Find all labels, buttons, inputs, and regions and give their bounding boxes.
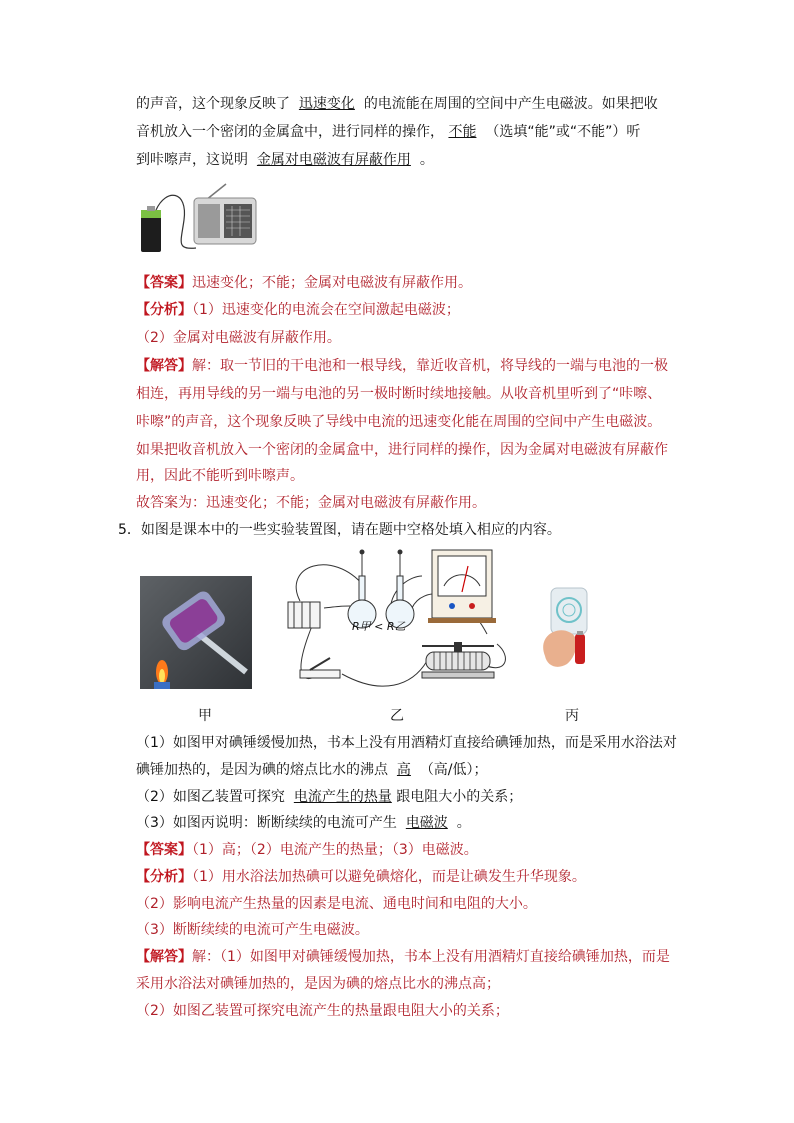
text: 迅速变化；不能；金属对电磁波有屏蔽作用。	[192, 275, 472, 291]
text: 音机放入一个密闭的金属盒中，进行同样的操作，	[136, 124, 444, 140]
text: 跟电阻大小的关系；	[396, 789, 523, 805]
q5-solution-3: （2）如图乙装置可探究电流产生的热量跟电阻大小的关系；	[136, 1003, 509, 1019]
q5-analysis-3: （3）断断续续的电流可产生电磁波。	[136, 922, 369, 938]
text: 。	[456, 815, 471, 831]
text: （1）高；（2）电流产生的热量；（3）电磁波。	[192, 842, 478, 858]
q5-part2	[136, 787, 522, 807]
q4-final-answer: 故答案为：迅速变化；不能；金属对电磁波有屏蔽作用。	[136, 495, 486, 511]
q4-analysis-1	[136, 300, 460, 320]
q5-solution-1	[136, 947, 670, 967]
text: 的声音，这个现象反映了	[136, 96, 290, 112]
q4-solution-4: 如果把收音机放入一个密闭的金属盒中，进行同样的操作，因为金属对电磁波有屏蔽作	[136, 442, 668, 458]
q4-line-1	[136, 94, 658, 114]
text: 碘锤加热的，是因为碘的熔点比水的沸点	[136, 762, 388, 778]
q5-answer	[136, 840, 478, 860]
text: （选填“能”或“不能”）听	[485, 124, 641, 140]
q5-analysis-2: （2）影响电流产生热量的因素是电流、通电时间和电阻的大小。	[136, 896, 537, 912]
q5-stem: 5．如图是课本中的一些实验装置图，请在题中空格处填入相应的内容。	[118, 522, 561, 538]
figure-label-jia: 甲	[198, 708, 212, 724]
analysis-tag: 【分析】	[136, 302, 192, 318]
q4-answer	[136, 273, 472, 293]
q4-solution-1	[136, 356, 668, 376]
q5-analysis-1	[136, 867, 586, 887]
battery-radio-figure	[136, 180, 266, 260]
text: 。	[419, 152, 434, 168]
text: （3）如图丙说明：断断续续的电流可产生	[136, 815, 397, 831]
resistor-relation-label: R甲 < R乙	[352, 620, 406, 633]
solution-tag: 【解答】	[136, 358, 192, 374]
figure-label-yi: 乙	[390, 708, 404, 724]
q4-solution-5: 用，因此不能听到咔嚓声。	[136, 468, 304, 484]
figure-bing-hand-battery	[537, 586, 607, 672]
q5-part1-line2	[136, 760, 488, 780]
q4-line-2	[136, 122, 640, 142]
figure-jia-iodine-hammer	[140, 576, 252, 689]
text: 的电流能在周围的空间中产生电磁波。如果把收	[363, 96, 658, 112]
q5-solution-2: 采用水浴法对碘锤加热的，是因为碘的熔点比水的沸点高；	[136, 976, 500, 992]
q5-part3	[136, 813, 471, 833]
text: 解：取一节旧的干电池和一根导线，靠近收音机，将导线的一端与电池的一极	[192, 358, 668, 374]
q4-solution-3: 咔嚓”的声音，这个现象反映了导线中电流的迅速变化能在周围的空间中产生电磁波。	[136, 414, 662, 430]
answer-tag: 【答案】	[136, 842, 192, 858]
blank-answer: 电流产生的热量	[293, 789, 392, 805]
blank-answer: 电磁波	[405, 815, 448, 831]
q5-part1-line1: （1）如图甲对碘锤缓慢加热，书本上没有用酒精灯直接给碘锤加热，而是采用水浴法对	[136, 735, 677, 751]
text: （2）如图乙装置可探究	[136, 789, 285, 805]
q4-solution-2: 相连，再用导线的另一端与电池的另一极时断时续地接触。从收音机里听到了“咔嚓、	[136, 386, 662, 402]
text: 解：（1）如图甲对碘锤缓慢加热，书本上没有用酒精灯直接给碘锤加热，而是	[192, 949, 670, 965]
text: （高/低）；	[419, 762, 488, 778]
text: （1）用水浴法加热碘可以避免碘熔化，而是让碘发生升华现象。	[192, 869, 586, 885]
figure-label-bing: 丙	[565, 708, 579, 724]
analysis-tag: 【分析】	[136, 869, 192, 885]
blank-answer: 迅速变化	[298, 96, 355, 112]
blank-answer: 金属对电磁波有屏蔽作用	[256, 152, 411, 168]
answer-tag: 【答案】	[136, 275, 192, 291]
q4-analysis-2: （2）金属对电磁波有屏蔽作用。	[136, 330, 341, 346]
text: （1）迅速变化的电流会在空间激起电磁波；	[192, 302, 460, 318]
solution-tag: 【解答】	[136, 949, 192, 965]
blank-answer: 不能	[448, 124, 477, 140]
blank-answer: 高	[396, 762, 411, 778]
q4-line-3	[136, 150, 434, 170]
text: 到咔嚓声，这说明	[136, 152, 248, 168]
